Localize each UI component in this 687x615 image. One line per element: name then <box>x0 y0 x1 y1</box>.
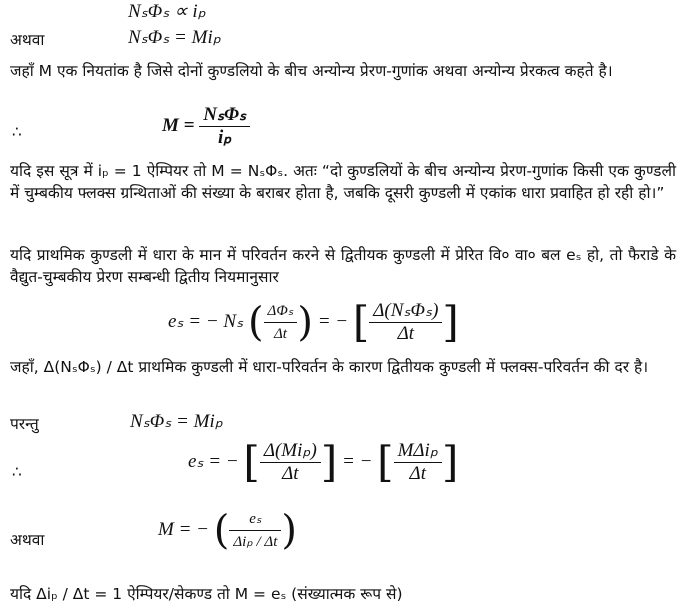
bracket-open: [ <box>377 437 394 487</box>
fraction-denominator: iₚ <box>217 127 232 148</box>
fraction-denominator: Δt <box>282 463 299 484</box>
fraction-denominator: Δt <box>397 323 415 344</box>
paren-close: ) <box>297 299 313 346</box>
paren-open: ( <box>213 507 230 554</box>
equation-lhs: eₛ = − Nₛ <box>168 310 244 332</box>
fraction-numerator: eₛ <box>229 508 281 531</box>
label-athva: अथवा <box>10 31 45 49</box>
equation-emf <box>168 297 459 347</box>
fraction <box>260 440 321 485</box>
paragraph-faraday: यदि प्राथमिक कुण्डली में धारा के मान में परिवर्तन करने से द्वितीयक कुण्डली में प्रेरित वि० वा० बल eₛ हो, तो फैराडे के वैद्युत-चुम्बकीय प्रेरण सम्बन्धी द्वितीय नियमानुसार <box>10 246 676 286</box>
paren-open: ( <box>247 299 264 346</box>
paren-close: ) <box>281 507 297 554</box>
fraction-numerator: MΔiₚ <box>394 440 442 463</box>
bracket-close: ] <box>442 297 459 347</box>
bracket-open: [ <box>243 437 260 487</box>
fraction-numerator: Δ(Miₚ) <box>260 440 321 463</box>
equation-emf-second <box>188 437 459 487</box>
final-statement: यदि Δiₚ / Δt = 1 ऐम्पियर/सेकण्ड तो M = eₛ (संख्यात्मक रूप से) <box>10 585 403 603</box>
equation-parantu: NₛΦₛ = Miₚ <box>130 411 223 432</box>
fraction <box>199 104 250 149</box>
equation-lhs: eₛ = − <box>188 450 239 472</box>
equation-m-final <box>158 508 297 553</box>
equation-proportional: NₛΦₛ ∝ iₚ <box>128 1 206 22</box>
equation-mutual-inductance: NₛΦₛ = Miₚ <box>128 27 221 48</box>
equation-lhs: M = <box>162 114 195 136</box>
fraction <box>264 300 298 345</box>
fraction <box>369 300 442 345</box>
fraction-numerator: NₛΦₛ <box>199 104 250 127</box>
equation-lhs: M = − <box>158 518 209 540</box>
fraction-denominator: Δt <box>409 463 426 484</box>
label-parantu: परन्तु <box>10 415 39 433</box>
paragraph-definition: जहाँ M एक नियतांक है जिसे दोनों कुण्डलियो के बीच अन्योन्य प्रेरण-गुणांक अथवा अन्योन्य प्रेरकत्व कहते है। <box>10 62 613 80</box>
bracket-close: ] <box>441 437 459 487</box>
bracket-close: ] <box>320 437 338 487</box>
label-athva: अथवा <box>10 531 45 549</box>
fraction-denominator: Δt <box>273 326 287 342</box>
paragraph-statement: यदि इस सूत्र में iₚ = 1 ऐम्पियर तो M = NₛΦₛ. अतः “दो कुण्डलियों के बीच अन्योन्य प्रेरण-गुणांक किसी एक कुण्डली में चुम्बकीय फ्लक्स ग्रन्थिताओं की संख्या के बराबर होता है, जबकि दूसरी कुण्डली में एकांक धारा प्रवाहित हो रही हो।” <box>10 162 676 202</box>
fraction-denominator: Δiₚ / Δt <box>233 534 278 550</box>
bracket-open: [ <box>352 297 370 347</box>
therefore-symbol: ∴ <box>12 463 22 481</box>
fraction <box>394 440 442 485</box>
equals-minus: = − <box>317 310 349 332</box>
fraction-numerator: ΔΦₛ <box>264 300 298 323</box>
equation-m-fraction <box>162 104 250 149</box>
fraction <box>229 508 281 553</box>
equals-minus: = − <box>342 450 373 472</box>
therefore-symbol: ∴ <box>12 123 22 141</box>
fraction-numerator: Δ(NₛΦₛ) <box>369 300 442 323</box>
paragraph-flux-rate: जहाँ, Δ(NₛΦₛ) / Δt प्राथमिक कुण्डली में धारा-परिवर्तन के कारण द्वितीयक कुण्डली में फ्लक्स-परिवर्तन की दर है। <box>10 358 649 376</box>
